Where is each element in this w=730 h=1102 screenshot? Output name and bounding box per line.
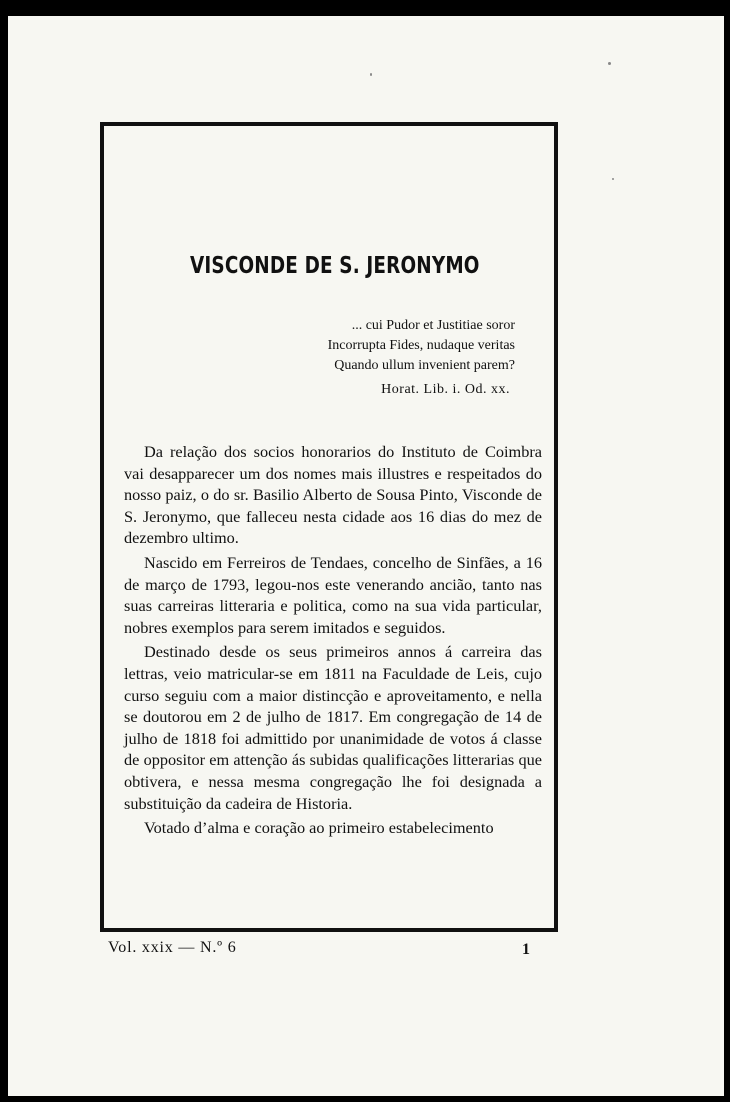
epigraph (290, 316, 515, 376)
paper-speck (370, 73, 372, 76)
epigraph-line-2: Incorrupta Fides, nudaque veritas (327, 338, 515, 353)
paragraph-4: Votado d’alma e coração ao primeiro estabelecimento (144, 818, 494, 838)
epigraph-citation: Horat. Lib. i. Od. xx. (381, 382, 510, 397)
epigraph-line-1: ... cui Pudor et Justitiae soror (351, 318, 515, 333)
paper-speck (612, 178, 614, 180)
volume-footer: Vol. xxix — N.º 6 (108, 939, 237, 956)
signature-mark: 1 (522, 941, 530, 958)
paragraph-1: Da relação dos socios honorarios do Instituto de Coimbra vai desapparecer um dos nomes mais illustres e respeitados do nosso paiz, o do sr. Basilio Alberto de Sousa Pinto, Visconde de S. Jeronymo, que falleceu nesta cidade aos 16 dias do mez de dezembro ultimo. (124, 442, 542, 548)
article-title: VISCONDE DE S. JERONYMO (190, 253, 480, 279)
epigraph-line-3: Quando ullum invenient parem? (334, 358, 515, 373)
paragraph-2: Nascido em Ferreiros de Tendaes, concelho de Sinfães, a 16 de março de 1793, legou-nos este venerando ancião, tanto nas suas carreiras litteraria e politica, como na sua vida particular, nobres exemplos para serem imitados e seguidos. (124, 552, 542, 637)
paper-speck (608, 62, 611, 65)
article-body (124, 441, 542, 842)
paragraph-3: Destinado desde os seus primeiros annos á carreira das lettras, veio matricular-se em 1811 na Faculdade de Leis, cujo curso seguiu com a maior distincção e aproveitamento, e nella se doutorou em 2 de julho de 1817. Em congregação de 14 de julho de 1818 foi admittido por unanimidade de votos á classe de oppositor em attenção ás subidas qualificações litterarias que obtivera, e nessa mesma congregação lhe foi designada a substituição da cadeira de Historia. (124, 642, 542, 813)
